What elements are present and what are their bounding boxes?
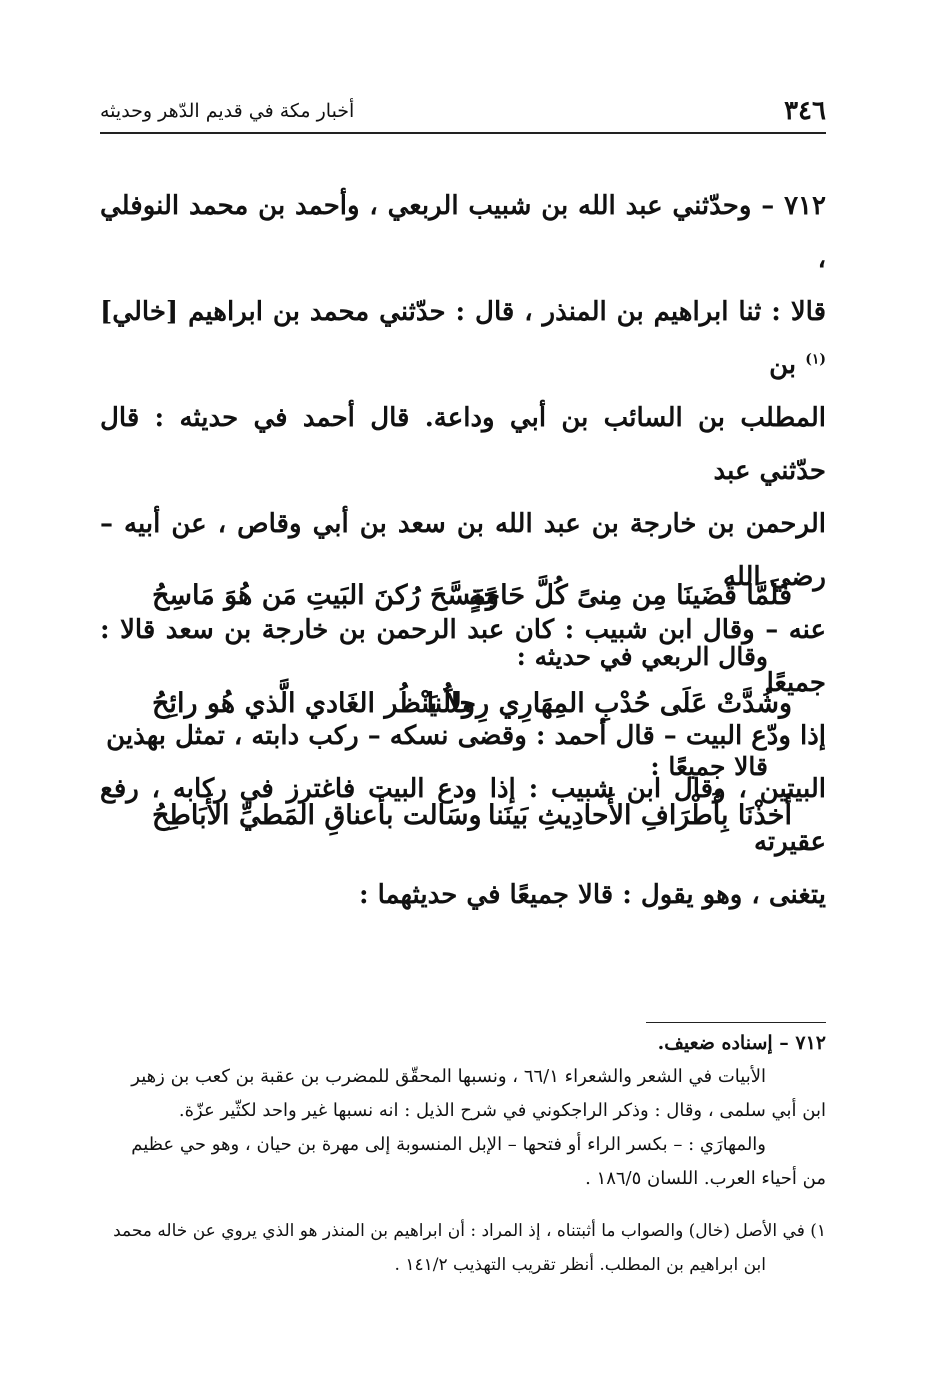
running-title: أخبار مكة في قديم الدّهر وحديثه (100, 100, 355, 122)
footnote-marker[interactable]: (١) (805, 351, 826, 368)
page-header (100, 92, 826, 134)
footnote-title: ٧١٢ – إسناده ضعيف. (657, 1032, 826, 1054)
verse-3 (152, 800, 792, 850)
verse-1-second-hemistich: وَمَسَّحَ رُكنَ البَيتِ مَن هُوَ مَاسِحُ (152, 580, 499, 611)
narration-line (100, 286, 826, 392)
narration-line-tail: بن (769, 350, 797, 380)
narration-line: يتغنى ، وهو يقول : قالا جميعًا في حديثهما : (358, 880, 826, 910)
verse-2-first-hemistich: وشُدَّتْ عَلَى حُدْبِ المِهَارِي رِحالُنا (426, 688, 792, 719)
narration-line: المطلب بن السائب بن أبي وداعة. قال أحمد في حديثه : قال حدّثني عبد (100, 403, 826, 486)
footnote-line: والمهارَي : – بكسر الراء أو فتحها – الإبل المنسوبة إلى مهرة بن حيان ، وهو حي عظيم (131, 1134, 766, 1155)
footnote-line: الأبيات في الشعر والشعراء ٦٦/١ ، ونسبها المحقّق للمضرب بن عقبة بن كعب بن زهير (131, 1066, 766, 1087)
footnote-line: ابن أبي سلمى ، وقال : وذكر الراجكوني في شرح الذيل : انه نسبها غير واحد لكثّير عزّة. (178, 1100, 826, 1121)
narration-line: ٧١٢ – وحدّثني عبد الله بن شبيب الربعي ، وأحمد بن محمد النوفلي ، (100, 191, 826, 274)
footnote-1 (100, 1214, 826, 1282)
verse-1-first-hemistich: فَلَمَّا قَضَينَا مِن مِنىً كُلَّ حَاجَةٍ (468, 580, 792, 611)
footnote-divider (646, 1022, 826, 1023)
verse-2-second-hemistich: ولاَ يَنْظُر الغَادي الَّذي هُو رائِحُ (152, 688, 475, 719)
verse-3-second-hemistich: وسَالت بأعناقِ المَطيِّ الأَبَاطِحُ (152, 800, 482, 831)
verse-2-intro: وقال الربعي في حديثه : (516, 642, 768, 671)
narration-line: إذا ودّع البيت – قال أحمد : وقضى نسكه – ركب دابته ، تمثل بهذين (106, 721, 826, 751)
page-number: ٣٤٦ (784, 96, 826, 126)
verse-3-first-hemistich: أَخذْنَا بِأَطْرَافِ الأَحادِيثِ بَينَنا (488, 800, 792, 831)
footnote-commentary (100, 1026, 826, 1196)
verse-1 (152, 580, 792, 630)
footnote-1-line: ١) في الأصل (خال) والصواب ما أثبتناه ، إذ المراد : أن ابراهيم بن المنذر هو الذي يروي عن خاله محمد (113, 1221, 826, 1241)
narration-line-text: قالا : ثنا ابراهيم بن المنذر ، قال : حدّثني محمد بن ابراهيم [خالي] (100, 297, 826, 327)
verse-3-intro: قالا جميعًا : (650, 752, 768, 781)
narration-line: عنه – وقال ابن شبيب : كان عبد الرحمن بن خارجة بن سعد قالا : جميعًا (100, 615, 826, 698)
narration-line: البيتين ، وقال ابن شبيب : إذا ودع البيت فاغترز في ركابه ، رفع عقيرته (100, 774, 826, 857)
footnote-1-line: ابن ابراهيم بن المطلب. أنظر تقريب التهذيب ١٤١/٢ . (394, 1255, 766, 1275)
verse-2 (152, 688, 792, 738)
narration-line: الرحمن بن خارجة بن عبد الله بن سعد بن أبي وقاص ، عن أبيه – رضي الله (100, 509, 826, 592)
footnote-line: من أحياء العرب. اللسان ١٨٦/٥ . (585, 1168, 826, 1189)
